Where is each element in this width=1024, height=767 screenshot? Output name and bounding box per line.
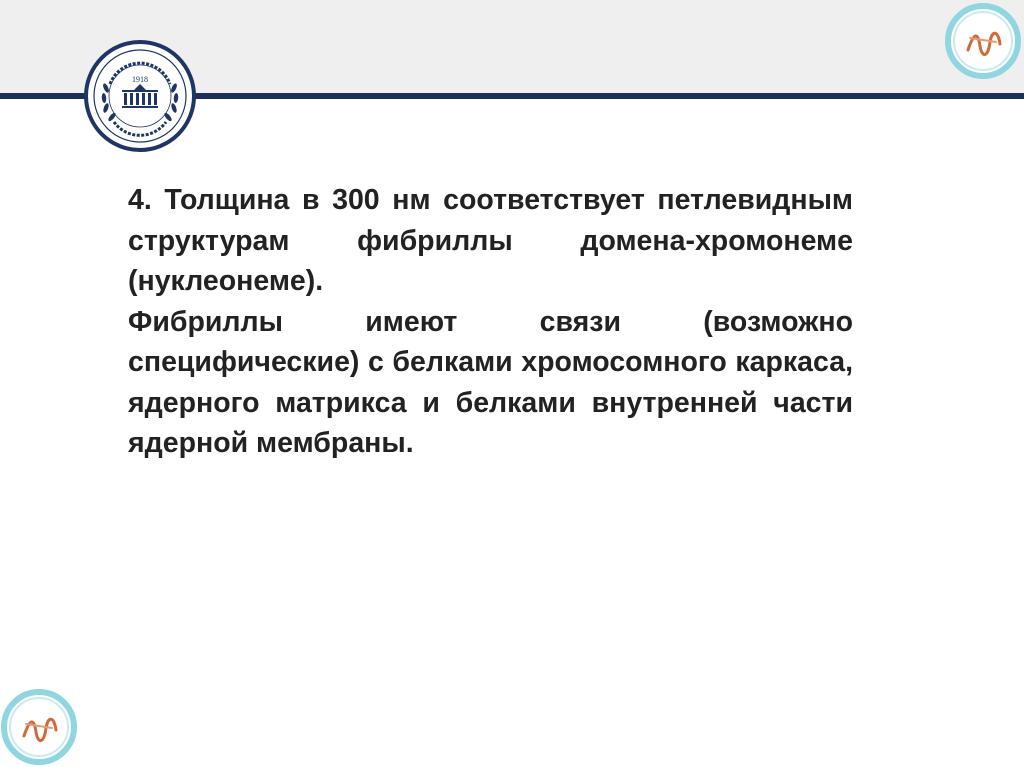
paragraph-thickness: 4. Толщина в 300 нм соответствует петлевидным структурам фибриллы домена-хромонеме (нуклеонеме). [128,184,853,297]
slide-body [128,180,853,464]
seal-year: 1918 [132,75,148,84]
dna-emblem-icon [0,688,78,766]
paragraph-fibrils: Фибриллы имеют связи (возможно специфические) с белками хромосомного каркаса, ядерного матрикса и белками внутренней части ядерной мембраны. [128,305,853,459]
dna-emblem-icon [944,2,1022,80]
university-seal-icon [84,40,196,152]
